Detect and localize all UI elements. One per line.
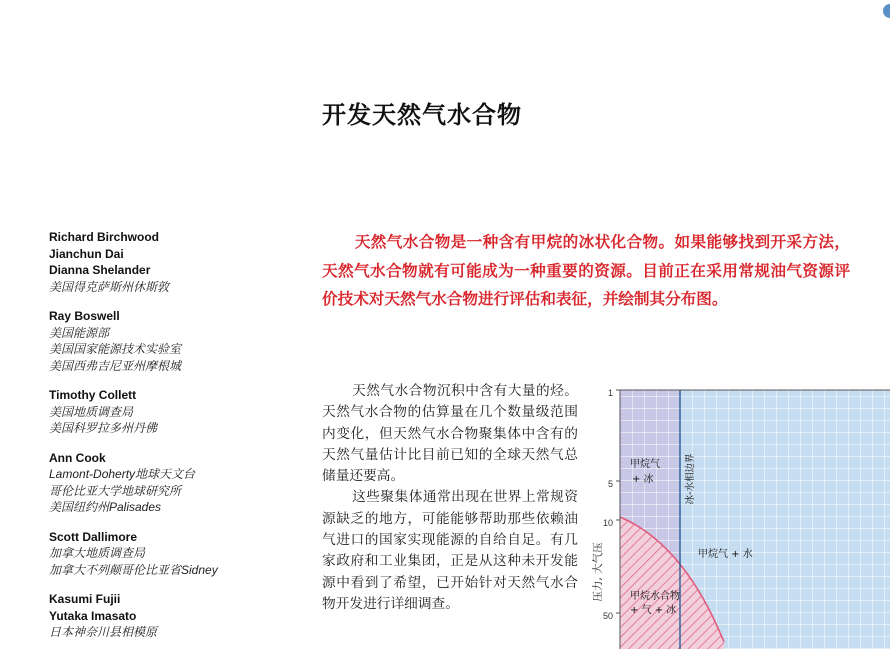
author-affiliation: 加拿大不列颠哥伦比亚省Sidney (49, 562, 218, 577)
author-group (49, 529, 299, 579)
author-affiliation: Lamont-Doherty地球天文台 (49, 467, 196, 481)
author-name: Ray Boswell (49, 309, 120, 323)
author-name: Kasumi Fujii (49, 592, 121, 606)
author-name: Jianchun Dai (49, 246, 124, 261)
body-text (322, 381, 578, 615)
author-name: Scott Dallimore (49, 529, 138, 544)
author-group (49, 450, 299, 516)
author-name: Ann Cook (49, 450, 106, 465)
boundary-label: 冰-水相边界 (685, 453, 696, 505)
author-name: Timothy Collett (49, 388, 137, 402)
region-label-hydrate-line2: + 气 + 冰 (630, 605, 677, 616)
body-paragraph: 这些聚集体通常出现在世界上常规资源缺乏的地方，可能能够帮助那些依赖油气进口的国家实现能源的自给自足。有几家政府和工业集团，正是从这种未开发能源中看到了希望，已开始针对天然气水合物开发进行详细调查。 (322, 489, 578, 612)
author-affiliation: 哥伦比亚大学地球研究所 (49, 483, 182, 498)
author-group (49, 591, 299, 641)
author-affiliation: 美国国家能源技术实验室 (49, 342, 182, 356)
y-tick-label: 10 (602, 518, 613, 528)
region-label-gas-ice-line2: + 冰 (632, 474, 654, 485)
author-name: Richard Birchwood (49, 230, 160, 244)
phase-diagram-svg (592, 384, 890, 649)
region-label-hydrate-line1: 甲烷水合物 (630, 591, 680, 602)
corner-tab (883, 4, 890, 18)
author-affiliation: 美国纽约州Palisades (49, 500, 162, 514)
author-group (49, 387, 299, 437)
page-title: 开发天然气水合物 (322, 101, 522, 129)
author-group (49, 308, 299, 374)
author-affiliation: 美国科罗拉多州丹佛 (49, 421, 158, 435)
author-affiliation: 美国得克萨斯州休斯敦 (49, 279, 170, 294)
y-tick-label: 1 (607, 388, 613, 398)
author-affiliation: 美国地质调查局 (49, 404, 134, 419)
author-affiliation: 日本神奈川县相模原 (49, 625, 158, 639)
author-name: Dianna Shelander (49, 263, 151, 277)
body-paragraph: 天然气水合物沉积中含有大量的烃。天然气水合物的估算量在几个数量级范围内变化，但天然气水合物聚集体中含有的天然气量估计比目前已知的全球天然气总储量还要高。 (322, 383, 578, 485)
y-tick-label: 5 (607, 479, 613, 489)
author-affiliation: 美国西弗吉尼亚州摩根城 (49, 358, 182, 373)
author-name: Yutaka Imasato (49, 608, 137, 623)
y-axis-label: 压力, 大气压 (592, 542, 604, 602)
region-label-gas-water: 甲烷气 + 水 (698, 549, 753, 560)
author-affiliation: 加拿大地质调查局 (49, 546, 146, 560)
author-affiliation: 美国能源部 (49, 325, 110, 340)
author-list (49, 229, 299, 654)
y-tick-label: 50 (602, 611, 613, 621)
author-group (49, 229, 299, 295)
phase-diagram (592, 384, 890, 649)
lead-paragraph: 天然气水合物是一种含有甲烷的冰状化合物。如果能够找到开采方法，天然气水合物就有可能成为一种重要的资源。目前正在采用常规油气资源评价技术对天然气水合物进行评估和表征，并绘制其分布图。 (322, 232, 850, 308)
region-label-gas-ice-line1: 甲烷气 (630, 459, 660, 470)
